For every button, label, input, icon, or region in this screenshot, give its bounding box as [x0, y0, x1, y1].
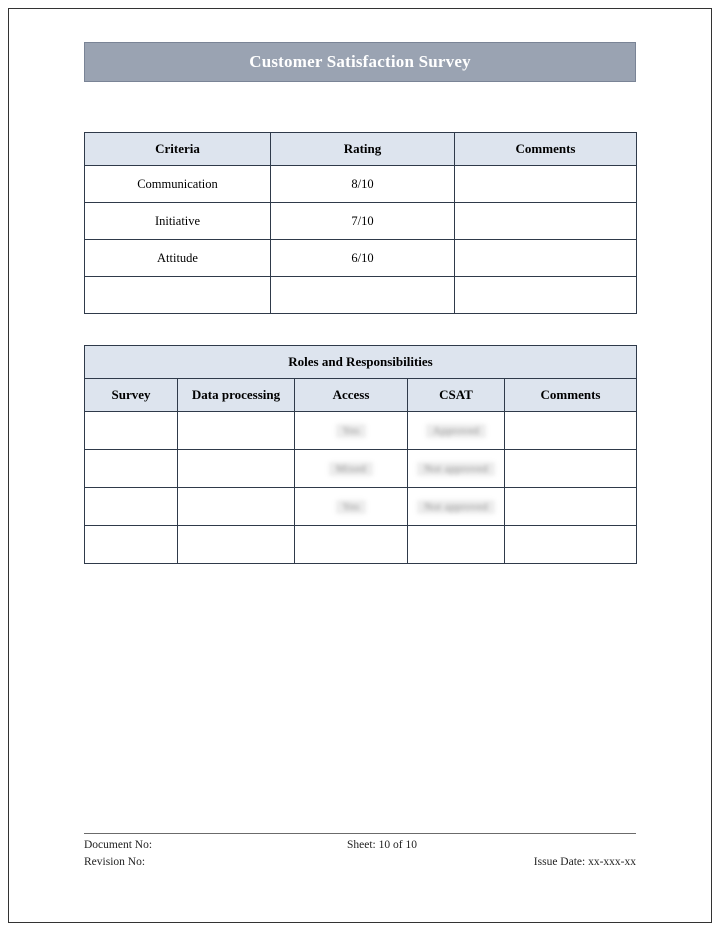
cell-survey[interactable] [85, 488, 178, 526]
criteria-table [84, 132, 637, 314]
table-header-row [85, 379, 637, 412]
table-row [85, 240, 637, 277]
document-content [84, 42, 636, 564]
table-row-empty [85, 526, 637, 564]
cell-criteria: Communication [85, 166, 271, 203]
footer-divider [84, 833, 636, 834]
column-header-criteria: Criteria [85, 133, 271, 166]
redacted-text: Not approved [417, 500, 495, 514]
cell-csat [408, 412, 505, 450]
column-header-survey: Survey [85, 379, 178, 412]
cell-rating: 8/10 [271, 166, 455, 203]
footer-issue-date: Issue Date: xx-xxx-xx [533, 856, 636, 868]
page-footer [84, 833, 636, 873]
table-row [85, 412, 637, 450]
cell-access [295, 450, 408, 488]
table-row [85, 450, 637, 488]
cell-criteria: Attitude [85, 240, 271, 277]
cell-data-processing[interactable] [178, 450, 295, 488]
cell-survey[interactable] [85, 526, 178, 564]
table-row [85, 203, 637, 240]
cell-data-processing[interactable] [178, 412, 295, 450]
cell-comments[interactable] [505, 488, 637, 526]
cell-survey[interactable] [85, 412, 178, 450]
cell-criteria: Initiative [85, 203, 271, 240]
footer-sheet-number: Sheet: 10 of 10 [347, 839, 417, 851]
cell-comments[interactable] [455, 166, 637, 203]
roles-responsibilities-table [84, 345, 637, 564]
footer-document-no: Document No: [84, 839, 153, 851]
footer-row-bottom [84, 856, 636, 873]
footer-revision-no: Revision No: [84, 856, 146, 868]
column-header-comments: Comments [455, 133, 637, 166]
page-title: Customer Satisfaction Survey [249, 52, 471, 71]
redacted-text: Not approved [417, 462, 495, 476]
cell-rating: 6/10 [271, 240, 455, 277]
cell-data-processing[interactable] [178, 488, 295, 526]
cell-survey[interactable] [85, 450, 178, 488]
roles-table-container [84, 345, 636, 564]
cell-comments[interactable] [455, 203, 637, 240]
redacted-text: Yes [336, 424, 367, 438]
document-title-banner [84, 42, 636, 82]
cell-comments[interactable] [505, 412, 637, 450]
criteria-table-container [84, 132, 636, 314]
redacted-text: Approved [426, 424, 486, 438]
table-row-empty [85, 277, 637, 314]
column-header-rating: Rating [271, 133, 455, 166]
cell-csat [408, 450, 505, 488]
cell-comments[interactable] [455, 277, 637, 314]
footer-row-top [84, 839, 636, 856]
cell-access [295, 412, 408, 450]
cell-comments[interactable] [505, 526, 637, 564]
cell-data-processing[interactable] [178, 526, 295, 564]
table-row [85, 488, 637, 526]
cell-comments[interactable] [455, 240, 637, 277]
cell-comments[interactable] [505, 450, 637, 488]
table-row [85, 166, 637, 203]
column-header-access: Access [295, 379, 408, 412]
cell-csat[interactable] [408, 526, 505, 564]
cell-rating[interactable] [271, 277, 455, 314]
column-header-data-processing: Data processing [178, 379, 295, 412]
redacted-text: Yes [336, 500, 367, 514]
cell-access [295, 488, 408, 526]
table-header-row [85, 133, 637, 166]
cell-access[interactable] [295, 526, 408, 564]
cell-rating: 7/10 [271, 203, 455, 240]
roles-table-title: Roles and Responsibilities [85, 346, 637, 379]
cell-criteria[interactable] [85, 277, 271, 314]
cell-csat [408, 488, 505, 526]
column-header-csat: CSAT [408, 379, 505, 412]
redacted-text: Mixed [329, 462, 373, 476]
column-header-comments: Comments [505, 379, 637, 412]
table-title-row [85, 346, 637, 379]
